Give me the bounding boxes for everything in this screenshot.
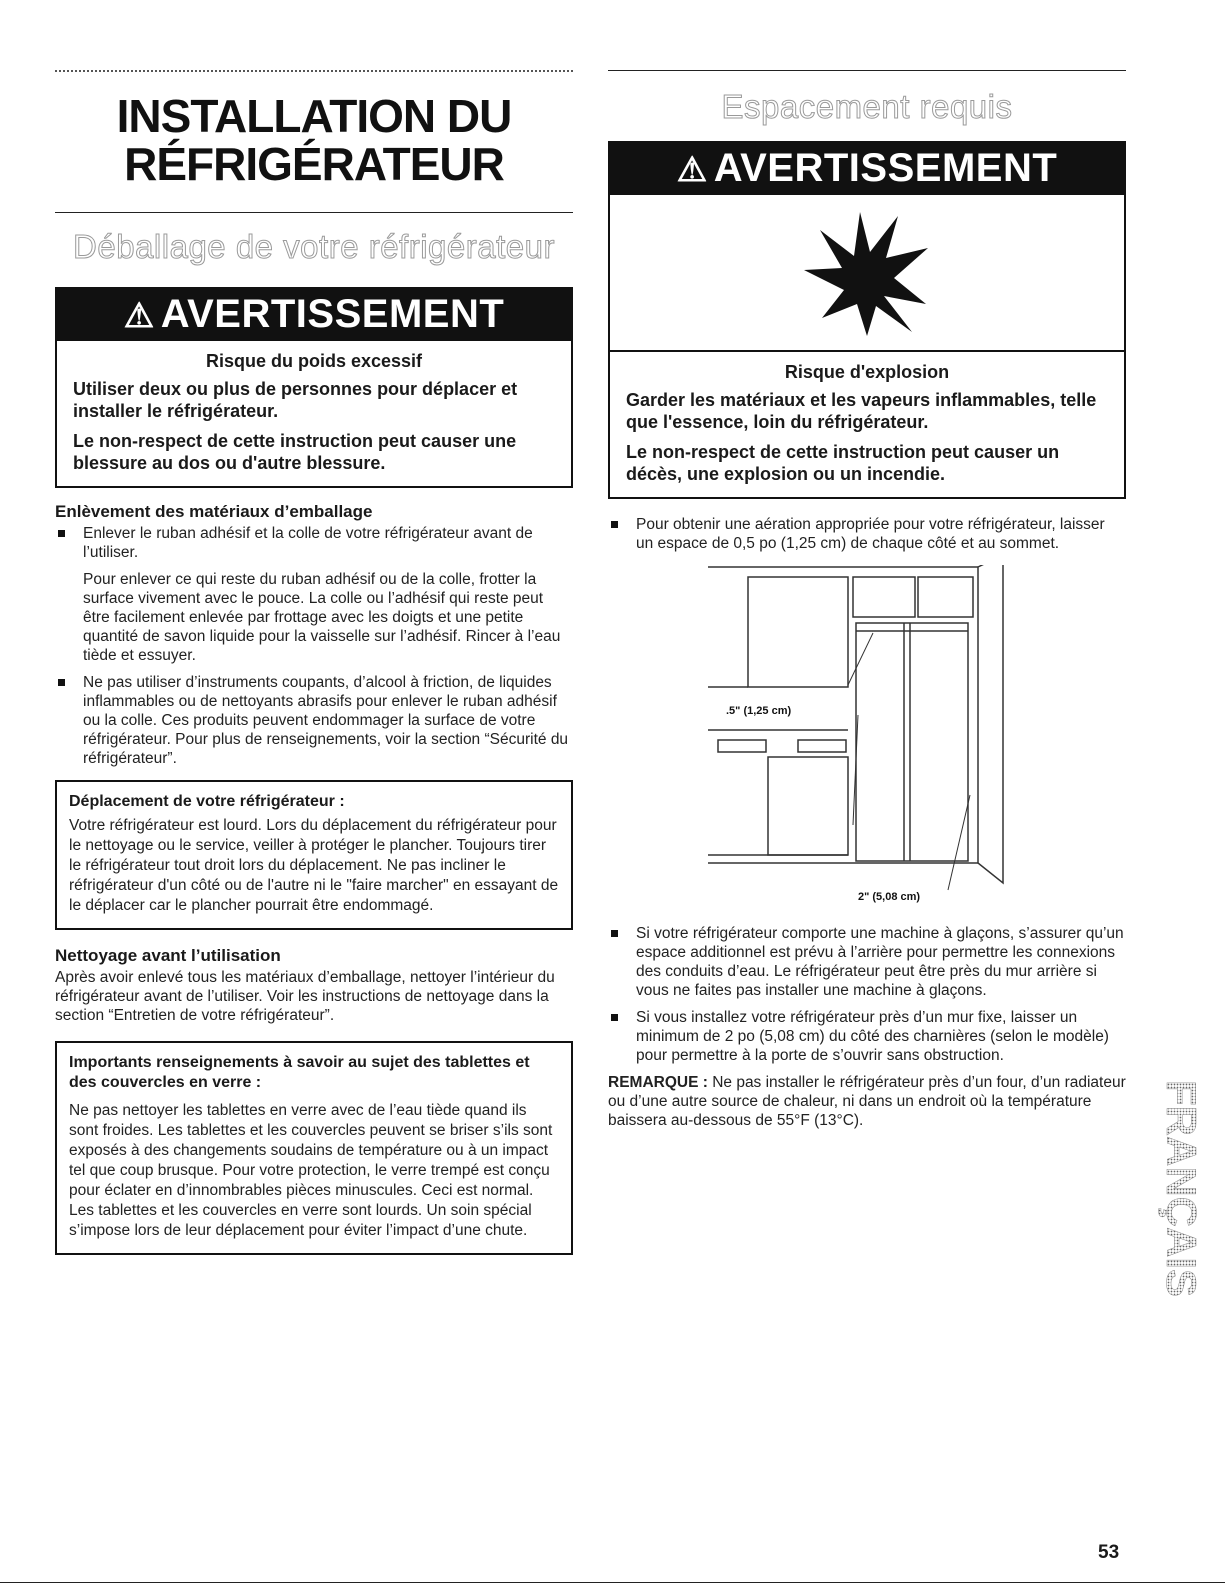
warning-triangle-icon: ⚠ [676, 151, 708, 189]
bullet-square-icon [611, 930, 618, 937]
explosion-symbol [610, 195, 1124, 352]
wall-bullet-text: Si vous installez votre réfrigérateur près d’un mur fixe, laisser un minimum de 2 po (5,08 cm) du côté des charnières (selon le modèle) pour permettre à la porte de s’ouvrir sans obstruction. [636, 1009, 1109, 1064]
note-paragraph [608, 1073, 1126, 1130]
side-tab-text: FRANÇAIS [1158, 1080, 1205, 1297]
removal-bullet-2 [55, 673, 573, 768]
cleaning-text: Après avoir enlevé tous les matériaux d’emballage, nettoyer l’intérieur du réfrigérateur avant de l’utiliser. Voir les instructions de nettoyage dans la section “Entretien de votre réfrigérateur”. [55, 969, 555, 1024]
warning-box-explosion [608, 141, 1126, 499]
bullet-square-icon [58, 530, 65, 537]
ventilation-bullet-text: Pour obtenir une aération appropriée pour votre réfrigérateur, laisser un espace de 0,5 po (1,25 cm) de chaque côté et au sommet. [636, 516, 1105, 552]
page-title-line1: INSTALLATION DU [116, 90, 512, 142]
bottom-rule [0, 1582, 1225, 1583]
moving-info-box [55, 780, 573, 930]
section-subtitle: Déballage de votre réfrigérateur [73, 228, 555, 265]
warning-instruction: Utiliser deux ou plus de personnes pour déplacer et installer le réfrigérateur. [73, 379, 518, 421]
removal-heading: Enlèvement des matériaux d’emballage [55, 502, 373, 521]
ventilation-bullet [608, 515, 1126, 553]
removal-bullet-1 [55, 524, 573, 562]
wall-bullet [608, 1008, 1126, 1065]
shelves-text: Ne pas nettoyer les tablettes en verre avec de l’eau tiède quand ils sont froides. Les tablettes et les couvercles peuvent se briser s’ils sont exposés à des changements soudains de température ou à un impact tel que coup brusque. Pour votre protection, le verre trempé est conçu pour éclater en d’innombrables pièces minuscules. Ceci est normal. Les tablettes et les couvercles en verre sont lourds. Un soin spécial s’impose lors de leur déplacement pour éviter l’impact d’une chute. [69, 1102, 553, 1239]
left-column [55, 70, 573, 1255]
right-column [608, 70, 1126, 1130]
spacing-subtitle: Espacement requis [721, 88, 1013, 125]
shelves-info-box [55, 1041, 573, 1255]
removal-bullet-1-text: Enlever le ruban adhésif et la colle de votre réfrigérateur avant de l’utiliser. [83, 525, 533, 561]
note-label: REMARQUE : [608, 1074, 708, 1091]
warning-triangle-icon: ⚠ [123, 297, 155, 335]
warning-body [610, 352, 1124, 497]
moving-text: Votre réfrigérateur est lourd. Lors du déplacement du réfrigérateur pour le nettoyage ou le service, veiller à protéger le plancher. Toujours tirer le réfrigérateur tout droit lors du déplacement. Ne pas incliner le réfrigérateur d'un côté ou de l'autre ni le "faire marcher" en essayant de le déplacer car le plancher pourrait être endommagé. [69, 817, 559, 914]
warning-body [57, 341, 571, 486]
top-rule-left [55, 70, 573, 72]
warning-hazard: Risque d'explosion [784, 362, 950, 382]
shelves-title: Importants renseignements à savoir au sujet des tablettes et des couvercles en verre : [69, 1054, 530, 1091]
clearance-diagram [708, 565, 1008, 910]
refrigerator-cabinet-illustration [708, 565, 1008, 910]
removal-bullet-1-sub: Pour enlever ce qui reste du ruban adhésif ou de la colle, frotter la surface vivement avec le pouce. La colle ou l’adhésif qui reste peut être facilement enlevée par frottage avec les doigts et une petite quantité de savon liquide pour la vaisselle sur l’adhésif. Rincer à l’eau tiède et essuyer. [83, 571, 561, 664]
warning-header [610, 143, 1124, 195]
warning-header-text: AVERTISSEMENT [713, 146, 1058, 190]
warning-instruction: Garder les matériaux et les vapeurs inflammables, telle que l'essence, loin du réfrigérateur. [626, 390, 1097, 432]
icemaker-bullet [608, 924, 1126, 1000]
page-title [55, 92, 573, 188]
bullet-square-icon [611, 521, 618, 528]
top-rule-right [608, 70, 1126, 71]
note-text: Ne pas installer le réfrigérateur près d’un four, d’un radiateur ou d’une autre source de chaleur, ni dans un endroit où la température baissera au-dessous de 55°F (13°C). [608, 1074, 1126, 1129]
explosion-icon [802, 208, 932, 338]
language-tab-graphic [1145, 1080, 1215, 1340]
warning-consequence: Le non-respect de cette instruction peut causer une blessure au dos ou d'autre blessure. [73, 431, 517, 473]
warning-hazard: Risque du poids excessif [205, 351, 423, 371]
icemaker-bullet-text: Si votre réfrigérateur comporte une machine à glaçons, s’assurer qu’un espace additionnel est prévu à l’arrière pour permettre les connexions des conduits d’eau. Le réfrigérateur peut être près du mur arrière si vous ne faites pas installer une machine à glaçons. [636, 925, 1124, 999]
language-side-tab [1145, 1080, 1215, 1340]
side-clearance-label: .5" (1,25 cm) [726, 705, 792, 717]
bullet-square-icon [58, 679, 65, 686]
cleaning-heading: Nettoyage avant l’utilisation [55, 946, 281, 965]
warning-header-text: AVERTISSEMENT [160, 292, 505, 336]
hinge-clearance-label: 2" (5,08 cm) [858, 891, 921, 903]
section-rule [55, 212, 573, 213]
warning-header [57, 289, 571, 341]
warning-box-weight [55, 287, 573, 488]
warning-consequence: Le non-respect de cette instruction peut causer un décès, une explosion ou un incendie. [626, 442, 1060, 484]
page-number: 53 [1098, 1542, 1120, 1563]
moving-title: Déplacement de votre réfrigérateur : [69, 793, 345, 810]
bullet-square-icon [611, 1014, 618, 1021]
page-title-line2: RÉFRIGÉRATEUR [124, 138, 504, 190]
removal-bullet-2-text: Ne pas utiliser d’instruments coupants, d’alcool à friction, de liquides inflammables ou de nettoyants abrasifs pour enlever le ruban adhésif ou la colle. Ces produits peuvent endommager la surface de votre réfrigérateur. Pour plus de renseignements, voir la section “Sécurité du réfrigérateur”. [83, 674, 569, 767]
